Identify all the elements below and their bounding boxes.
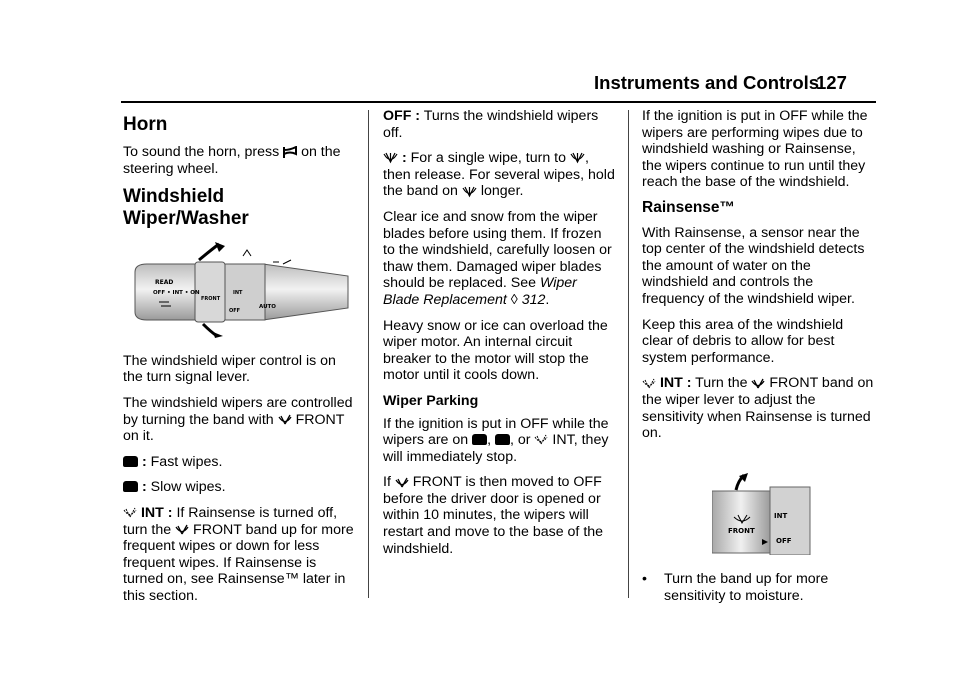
wiper-para-2: The windshield wipers are controlled by turning the band with FRONT on it. [123,394,353,445]
mist-wipe-icon [570,151,585,165]
horn-heading: Horn [123,114,168,135]
header-rule [121,101,876,103]
int-item: INT : If Rainsense is turned off, turn the FRONT band up for more frequent wipes or down for less frequent wipes. If Rainsense is turned on, see Rainsense™ later in this section. [123,504,354,604]
svg-text:OFF: OFF [776,536,792,545]
wiper-int-icon [534,434,548,446]
svg-text:AUTO: AUTO [259,304,276,311]
svg-text:INT: INT [233,290,243,297]
wiper-front-icon [751,378,765,390]
wiper-int-icon [123,507,137,519]
page-header [0,72,960,102]
wiper-heading: Windshield Wiper/Washer [123,186,249,230]
page-number: 127 [816,72,847,93]
rainsense-paragraph: With Rainsense, a sensor near the top center of the windshield detects the amount of water on the windshield and controls the frequency of the windshield wiper. [642,224,865,307]
svg-text:FRONT: FRONT [201,296,221,303]
fast-wipe-icon [472,434,487,445]
debris-paragraph: Keep this area of the windshield clear of debris to allow for best system performance. [642,316,844,366]
wiper-int-icon [642,378,656,390]
horn-icon [283,146,297,159]
wiper-parking-heading: Wiper Parking [383,392,479,409]
section-title: Instruments and Controls [594,72,820,93]
bullet-text: Turn the band up for more sensitivity to moisture. [664,571,829,604]
mist-wipe-icon [462,185,477,199]
ignition-paragraph: If the ignition is put in OFF while the wipers are performing wipes due to windshield washing or Rainsense, the wipers continue to run until they reach the base of the windshield. [642,108,868,191]
single-wipe-item: : For a single wipe, turn to , then release. For several wipes, hold the band on longer. [383,150,615,200]
overload-paragraph: Heavy snow or ice can overload the wiper motor. An internal circuit breaker to the motor will stop the motor until it cools down. [383,317,608,384]
wiper-para-1: The windshield wiper control is on the turn signal lever. [123,352,336,386]
rainsense-int-item: INT : Turn the FRONT band on the wiper lever to adjust the sensitivity when Rainsense is turned on. [642,375,874,442]
fast-wipe-icon [123,456,138,467]
ice-paragraph: Clear ice and snow from the wiper blades before using them. If frozen to the windshield, carefully loosen or thaw them. Damaged wiper blades should be replaced. See Wiper Blade Replacement ◊ 312. [383,208,612,308]
mist-wipe-icon [383,151,398,165]
wiper-front-icon [395,477,409,489]
fast-wipes-item: : Fast wipes. [123,454,355,471]
wiper-front-icon [278,414,292,426]
column-divider-2 [628,110,629,598]
bullet-dot: • [642,571,647,588]
wiper-blade-link[interactable]: Wiper Blade Replacement [383,275,577,308]
column-3 [642,108,874,604]
off-item: OFF : Turns the windshield wipers off. [383,108,599,141]
horn-paragraph: To sound the horn, press on the steering wheel. [123,144,341,177]
parking-paragraph-2: If FRONT is then moved to OFF before the driver door is opened or within 10 minutes, the wipers will restart and move to the base of the windshield. [383,474,604,557]
reference-arrow-icon: ◊ [510,291,518,308]
column-divider-1 [368,110,369,598]
wiper-lever-illustration [133,242,358,338]
svg-text:OFF • INT • ON: OFF • INT • ON [153,290,200,297]
parking-paragraph-1: If the ignition is put in OFF while the wipers are on , , or INT, they will immediately stop. [383,415,609,465]
svg-text:READ: READ [155,279,174,287]
svg-text:INT: INT [774,511,788,520]
svg-text:FRONT: FRONT [728,526,755,535]
column-2 [383,108,615,566]
slow-wipe-icon [123,481,138,492]
column-1 [123,108,355,614]
svg-text:OFF: OFF [229,308,241,315]
page-reference: 312 [521,291,546,308]
slow-wipes-item: : Slow wipes. [123,479,355,496]
wiper-band-illustration [712,473,812,555]
rainsense-heading: Rainsense™ [642,198,736,216]
bullet-item [642,571,874,604]
slow-wipe-icon [495,434,510,445]
wiper-front-icon [175,524,189,536]
